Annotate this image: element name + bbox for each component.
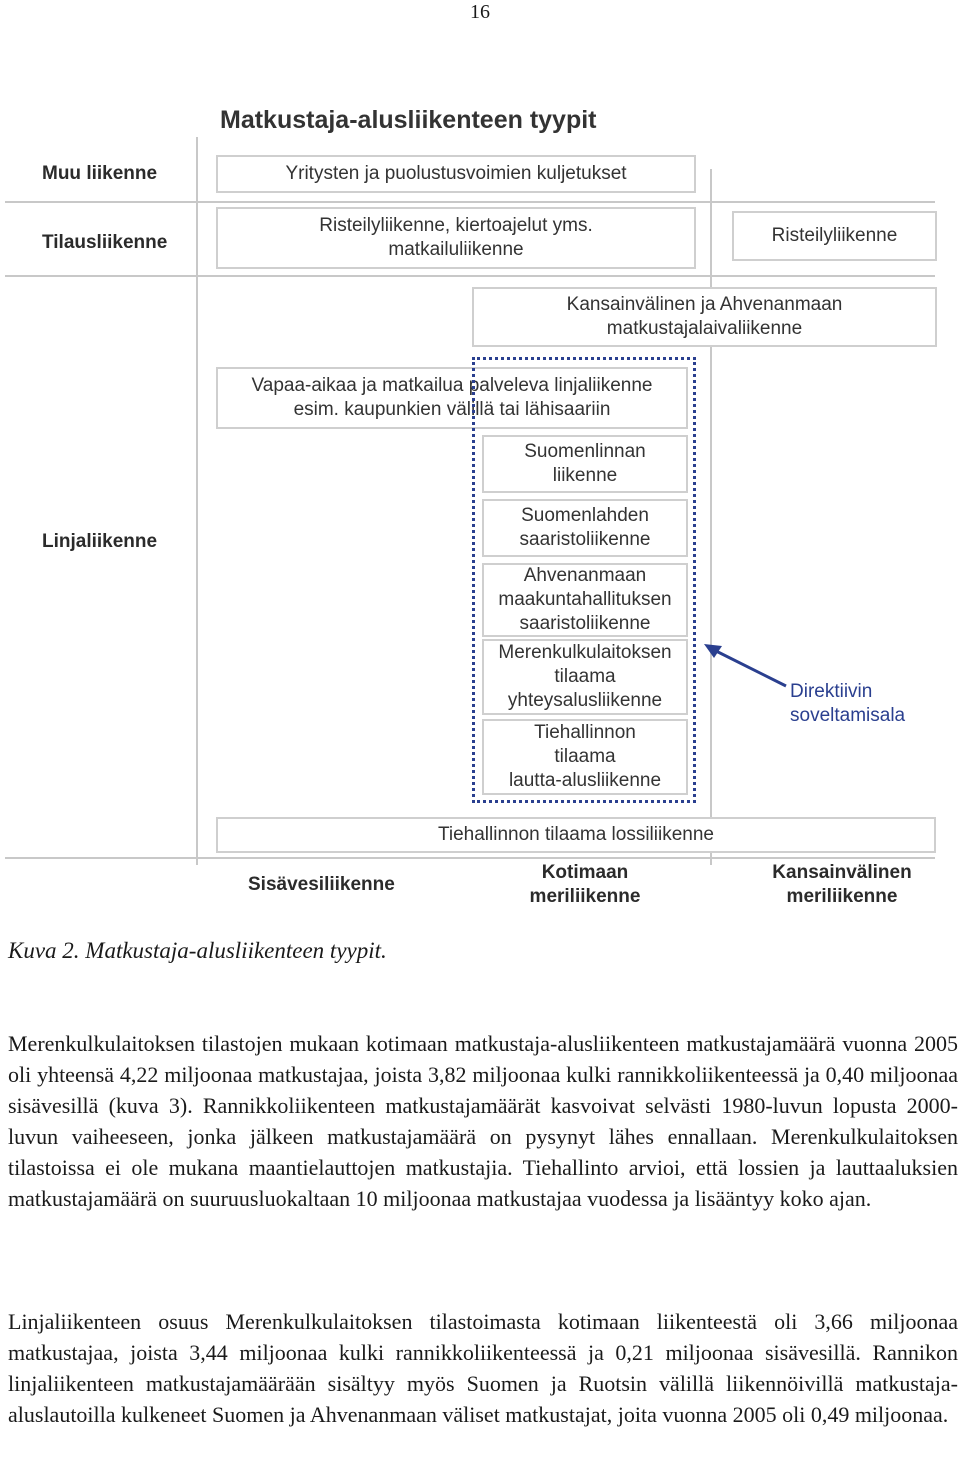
box-risteilyliikenne: Risteilyliikenne — [732, 211, 937, 261]
column-label-kansainvalinen-meriliikenne: Kansainvälinen meriliikenne — [772, 862, 912, 907]
grid-line-horizontal-middle — [5, 275, 935, 277]
column-label-sisavesiliikenne: Sisävesiliikenne — [248, 874, 395, 895]
page-number: 16 — [470, 1, 490, 23]
grid-line-horizontal-bottom — [5, 857, 935, 859]
box-suomenlinnan-liikenne: Suomenlinnan liikenne — [482, 435, 688, 493]
paragraph: Linjaliikenteen osuus Merenkulkulaitoksen tilastoimasta kotimaan liikenteestä oli 3,66 miljoonaa matkustajaa, joista 3,44 miljoonaa kulki rannikkoliikenteessä ja 0,21 miljoonaa sisävesillä. Rannikon linjaliikenteen matkustajamäärään sisältyy myös Suomen ja Ruotsin välillä liikennöivillä matkustaja-aluslautoilla kulkeneet Suomen ja Ahvenanmaan väliset matkustajat, joita vuonna 2005 oli 0,49 miljoonaa. — [8, 1309, 958, 1427]
box-suomenlahden-saaristoliikenne: Suomenlahden saaristoliikenne — [482, 499, 688, 557]
box-yritysten-kuljetukset: Yritysten ja puolustusvoimien kuljetukset — [216, 155, 696, 193]
paragraph: Merenkulkulaitoksen tilastojen mukaan kotimaan matkustaja-alusliikenteen matkustajamäärä vuonna 2005 oli yhteensä 4,22 miljoonaa matkustajaa, joista 3,82 miljoonaa kulki rannikkoliikenteessä ja 0,40 miljoonaa sisävesillä (kuva 3). Rannikkoliikenteen matkustajamäärät kasvoivat selvästi 1980-luvun lopusta 2000-luvun vaiheeseen, jonka jälkeen matkustajamäärä on pysynyt lähes ennallaan. Merenkulkulaitoksen tilastoissa ei ole mukana maantielauttojen matkustajia. Tiehallinto arvioi, että lossien ja lauttaaluksien matkustajamäärä on suuruusluokaltaan 10 miljoonaa matkustajaa vuodessa ja lisääntyy koko ajan. — [8, 1031, 958, 1211]
box-risteily-kiertoajelut: Risteilyliikenne, kiertoajelut yms. matkailuliikenne — [216, 207, 696, 269]
box-merenkulkulaitoksen-yhteysalusliikenne: Merenkulkulaitoksen tilaama yhteysalusliikenne — [482, 639, 688, 715]
figure-title: Matkustaja-alusliikenteen tyypit — [220, 106, 597, 134]
directive-scope-label: Direktiivin soveltamisala — [790, 681, 906, 726]
box-vapaa-aikaa-linjaliikenne: Vapaa-aikaa ja matkailua palveleva linjaliikenne esim. kaupunkien välillä tai lähisaariin — [216, 367, 688, 429]
column-label-kotimaan-meriliikenne: Kotimaan meriliikenne — [529, 862, 641, 907]
directive-scope-outline — [472, 357, 696, 803]
row-label-tilausliikenne: Tilausliikenne — [42, 232, 168, 253]
box-kansainvalinen-ahvenanmaa: Kansainvälinen ja Ahvenanmaan matkustajalaivaliikenne — [472, 287, 937, 347]
grid-line-vertical-middle — [710, 169, 712, 865]
directive-arrow-icon — [700, 640, 790, 690]
grid-line-vertical-left — [196, 137, 198, 865]
row-label-muu-liikenne: Muu liikenne — [42, 163, 158, 184]
grid-line-horizontal-top — [5, 201, 935, 203]
box-tiehallinnon-lossiliikenne: Tiehallinnon tilaama lossiliikenne — [216, 817, 936, 853]
figure-caption: Kuva 2. Matkustaja-alusliikenteen tyypit. — [8, 938, 387, 963]
box-ahvenanmaan-saaristoliikenne: Ahvenanmaan maakuntahallituksen saaristoliikenne — [482, 563, 688, 637]
row-label-linjaliikenne: Linjaliikenne — [42, 531, 158, 552]
box-tiehallinnon-lautta-alusliikenne: Tiehallinnon tilaama lautta-alusliikenne — [482, 719, 688, 795]
figure-matkustaja-alusliikenteen-tyypit — [0, 95, 960, 915]
